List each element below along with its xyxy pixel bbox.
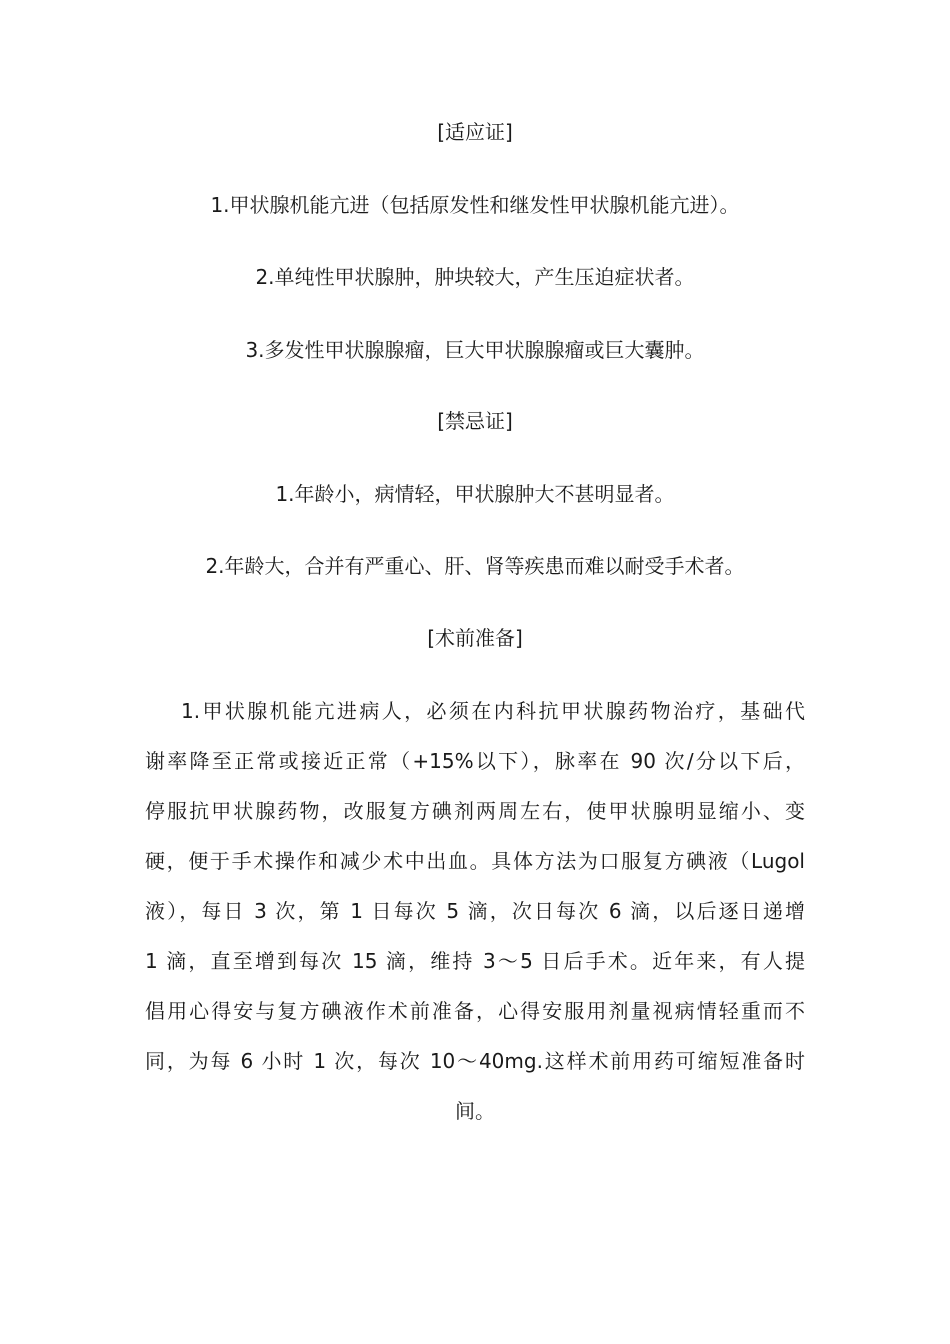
paragraph-line: 1.甲状腺机能亢进病人，必须在内科抗甲状腺药物治疗，基础代 [181,699,805,723]
paragraph-line: 同，为每 6 小时 1 次，每次 10～40mg.这样术前用药可缩短准备时 [145,1049,805,1073]
contraindication-item-1: 1.年龄小，病情轻，甲状腺肿大不甚明显者。 [275,482,675,506]
paragraph-line: 1 滴，直至增到每次 15 滴，维持 3～5 日后手术。近年来，有人提 [145,949,805,973]
paragraph-line: 间。 [455,1099,495,1123]
paragraph-line: 硬，便于手术操作和减少术中出血。具体方法为口服复方碘液（Lugol [145,849,805,873]
indication-item-1: 1.甲状腺机能亢进（包括原发性和继发性甲状腺机能亢进）。 [210,193,740,217]
indication-item-2: 2.单纯性甲状腺肿，肿块较大，产生压迫症状者。 [255,265,695,289]
contraindications-heading: [禁忌证] [437,409,513,433]
indications-heading: [适应证] [437,120,513,144]
paragraph-line: 液），每日 3 次，第 1 日每次 5 滴，次日每次 6 滴，以后逐日递增 [145,899,805,923]
preop-heading: [术前准备] [427,626,523,650]
paragraph-line: 停服抗甲状腺药物，改服复方碘剂两周左右，使甲状腺明显缩小、变 [145,799,805,823]
contraindication-item-2: 2.年龄大，合并有严重心、肝、肾等疾患而难以耐受手术者。 [205,554,745,578]
paragraph-line: 倡用心得安与复方碘液作术前准备，心得安服用剂量视病情轻重而不 [145,999,805,1023]
paragraph-line: 谢率降至正常或接近正常（+15%以下），脉率在 90 次/分以下后， [145,749,805,773]
indication-item-3: 3.多发性甲状腺腺瘤，巨大甲状腺腺瘤或巨大囊肿。 [245,338,705,362]
